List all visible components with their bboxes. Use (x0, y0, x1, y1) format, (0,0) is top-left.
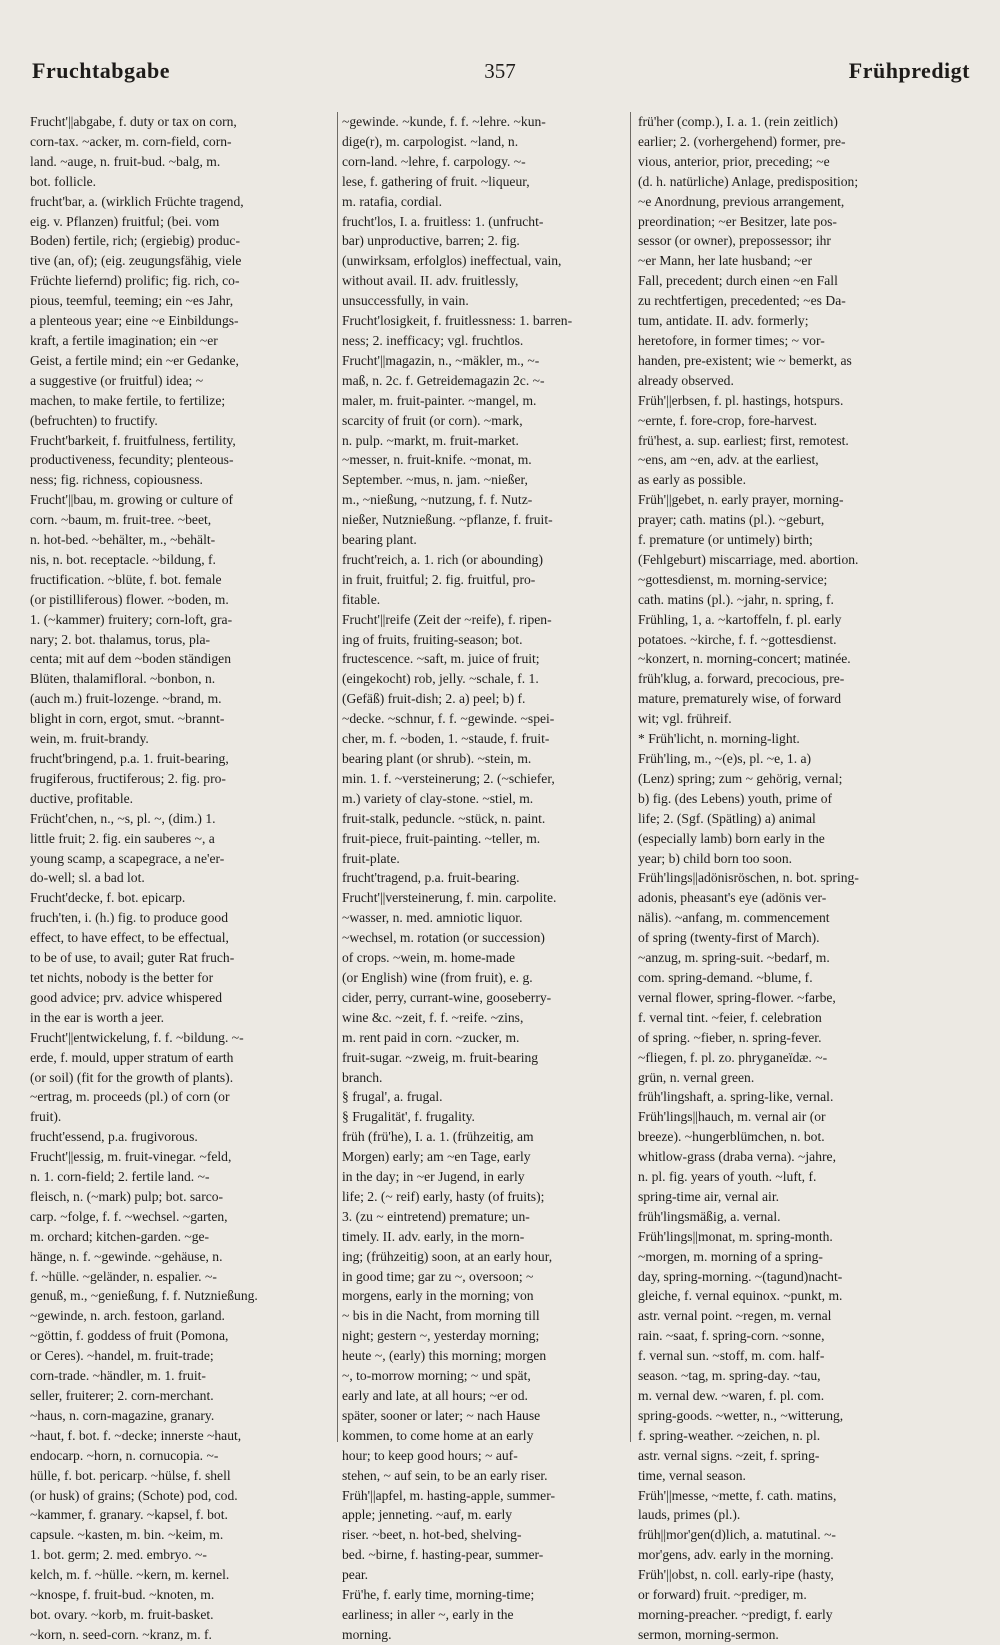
text-line: life; 2. (~ reif) early, hasty (of fruits); (342, 1188, 545, 1204)
text-line: pear. (342, 1567, 369, 1583)
text-line: früh (frü'he), I. a. 1. (frühzeitig, am (342, 1129, 534, 1145)
text-line: bed. ~birne, f. hasting-pear, summer- (342, 1547, 544, 1563)
text-line: carp. ~folge, f. f. ~wechsel. ~garten, (30, 1208, 228, 1224)
text-line: nis, n. bot. receptacle. ~bildung, f. (30, 551, 216, 567)
text-line: ~er Mann, her late husband; ~er (638, 253, 812, 269)
text-line: rain. ~saat, f. spring-corn. ~sonne, (638, 1328, 825, 1344)
text-line: n. pulp. ~markt, m. fruit-market. (342, 432, 519, 448)
text-line: land. ~auge, n. fruit-bud. ~balg, m. (30, 153, 221, 169)
text-line: (Lenz) spring; zum ~ gehörig, vernal; (638, 770, 843, 786)
text-line: riser. ~beet, n. hot-bed, shelving- (342, 1527, 522, 1543)
text-line: tet nichts, nobody is the better for (30, 969, 214, 985)
text-line: ~decke. ~schnur, f. f. ~gewinde. ~spei- (342, 711, 555, 727)
text-line: ~ bis in die Nacht, from morning till (342, 1308, 540, 1324)
text-line: ~wechsel, m. rotation (or succession) (342, 930, 545, 946)
text-line: vernal flower, spring-flower. ~farbe, (638, 989, 836, 1005)
text-line: erde, f. mould, upper stratum of earth (30, 1049, 234, 1065)
text-line: ~ertrag, m. proceeds (pl.) of corn (or (30, 1089, 230, 1105)
text-line: Geist, a fertile mind; ein ~er Gedanke, (30, 352, 239, 368)
text-line: seller, fruiterer; 2. corn-merchant. (30, 1388, 214, 1403)
text-line: heute ~, (early) this morning; morgen (342, 1348, 547, 1364)
text-line: prayer; cath. matins (pl.). ~geburt, (638, 512, 825, 528)
text-line: in the ear is worth a jeer. (30, 1009, 164, 1025)
text-line: Boden) fertile, rich; (ergiebig) produc- (30, 233, 240, 249)
text-line: (unwirksam, erfolglos) ineffectual, vain, (342, 253, 562, 269)
text-line: pious, teemful, teeming; ein ~es Jahr, (30, 293, 234, 309)
text-line: Frucht'||versteinerung, f. min. carpolite. (342, 890, 557, 906)
text-line: später, sooner or later; ~ nach Hause (342, 1407, 541, 1423)
text-line: in the day; in ~er Jugend, in early (342, 1169, 525, 1185)
text-line: September. ~mus, n. jam. ~nießer, (342, 472, 528, 488)
text-line: Frucht'||bau, m. growing or culture of (30, 492, 234, 508)
text-line: Früchte liefernd) prolific; fig. rich, co- (30, 273, 240, 289)
text-line: fleisch, n. (~mark) pulp; bot. sarco- (30, 1188, 224, 1204)
text-line: in good time; gar zu ~, oversoon; ~ (342, 1268, 534, 1284)
text-line: fruit-sugar. ~zweig, m. fruit-bearing (342, 1049, 539, 1065)
text-line: timely. II. adv. early, in the morn- (342, 1228, 525, 1244)
text-line: spring-goods. ~wetter, n., ~witterung, (638, 1407, 844, 1423)
text-line: zu rechtfertigen, precedented; ~es Da- (638, 293, 846, 309)
page-number: 357 (484, 59, 516, 83)
text-line: day, spring-morning. ~(tagund)nacht- (638, 1268, 843, 1284)
text-line: ductive, profitable. (30, 790, 134, 806)
text-line: Frucht'barkeit, f. fruitfulness, fertility, (30, 432, 236, 448)
text-line: corn-tax. ~acker, m. corn-field, corn- (30, 133, 232, 149)
text-line: of crops. ~wein, m. home-made (342, 950, 516, 966)
text-line: min. 1. f. ~versteinerung; 2. (~schiefer, (342, 770, 555, 786)
text-line: good advice; prv. advice whispered (30, 989, 223, 1005)
text-line: ~gottesdienst, m. morning-service; (638, 571, 828, 587)
text-line: mature, prematurely wise, of forward (638, 691, 842, 707)
text-line: mor'gens, adv. early in the morning. (638, 1547, 834, 1563)
text-line: f. vernal sun. ~stoff, m. com. half- (638, 1348, 825, 1364)
text-line: Frucht'losigkeit, f. fruitlessness: 1. barren- (342, 313, 573, 329)
text-line: (Fehlgeburt) miscarriage, med. abortion. (638, 551, 859, 567)
text-line: adonis, pheasant's eye (adönis ver- (638, 890, 827, 906)
text-line: bearing plant. (342, 532, 417, 548)
text-line: wine &c. ~zeit, f. f. ~reife. ~zins, (342, 1009, 524, 1025)
column-rule (337, 112, 338, 1442)
text-line: breeze). ~hungerblümchen, n. bot. (638, 1129, 825, 1145)
text-line: ~haut, f. bot. f. ~decke; innerste ~haut, (30, 1427, 242, 1443)
text-line: unsuccessfully, in vain. (342, 293, 469, 309)
text-line: young scamp, a scapegrace, a ne'er- (30, 850, 225, 866)
text-line: whitlow-grass (draba verna). ~jahre, (638, 1149, 836, 1165)
text-column-3 (638, 112, 920, 1642)
text-line: Früh'ling, m., ~(e)s, pl. ~e, 1. a) (638, 751, 812, 766)
text-line: capsule. ~kasten, m. bin. ~keim, m. (30, 1527, 224, 1543)
text-line: m. rent paid in corn. ~zucker, m. (342, 1029, 520, 1045)
text-line: ~knospe, f. fruit-bud. ~knoten, m. (30, 1587, 215, 1603)
text-line: fruch'ten, i. (h.) fig. to produce good (30, 910, 228, 926)
text-line: Frucht'||magazin, n., ~mäkler, m., ~- (342, 352, 540, 368)
text-line: fruit-piece, fruit-painting. ~teller, m. (342, 830, 541, 846)
text-line: already observed. (638, 372, 734, 388)
text-line: früh'lingsmäßig, a. vernal. (638, 1208, 781, 1224)
text-line: (befruchten) to fructify. (30, 412, 158, 428)
text-line: Frucht'||abgabe, f. duty or tax on corn, (30, 114, 237, 129)
text-line: Frucht'decke, f. bot. epicarp. (30, 890, 186, 906)
text-line: wit; vgl. frühreif. (638, 711, 732, 727)
text-line: ness; fig. richness, copiousness. (30, 472, 203, 488)
text-line: ~morgen, m. morning of a spring- (638, 1248, 823, 1264)
text-line: m. orchard; kitchen-garden. ~ge- (30, 1228, 210, 1244)
text-line: stehen, ~ auf sein, to be an early riser. (342, 1467, 548, 1483)
text-line: of spring (twenty-first of March). (638, 930, 820, 946)
text-line: Früh'lings||adönisröschen, n. bot. spring- (638, 870, 859, 886)
text-line: f. vernal tint. ~feier, f. celebration (638, 1009, 822, 1025)
text-line: früh'klug, a. forward, precocious, pre- (638, 671, 845, 687)
text-line: m. vernal dew. ~waren, f. pl. com. (638, 1388, 825, 1403)
text-line: f. premature (or untimely) birth; (638, 532, 813, 548)
text-line: frucht'bringend, p.a. 1. fruit-bearing, (30, 751, 229, 766)
text-line: grün, n. vernal green. (638, 1069, 755, 1085)
text-line: handen, pre-existent; wie ~ bemerkt, as (638, 352, 852, 368)
text-line: branch. (342, 1069, 383, 1085)
text-line: Früh'lings||monat, m. spring-month. (638, 1228, 833, 1244)
text-line: gleiche, f. vernal equinox. ~punkt, m. (638, 1288, 843, 1304)
text-line: kraft, a fertile imagination; ein ~er (30, 332, 218, 348)
text-line: ~gewinde, n. arch. festoon, garland. (30, 1308, 225, 1324)
text-line: ing; (frühzeitig) soon, at an early hour, (342, 1248, 553, 1264)
text-line: season. ~tag, m. spring-day. ~tau, (638, 1368, 821, 1384)
text-line: m.) variety of clay-stone. ~stiel, m. (342, 790, 534, 806)
running-head-left: Fruchtabgabe (32, 58, 170, 83)
text-line: frugiferous, fructiferous; 2. fig. pro- (30, 770, 226, 786)
text-line: (eingekocht) rob, jelly. ~schale, f. 1. (342, 671, 539, 687)
text-line: kommen, to come home at an early (342, 1427, 534, 1443)
text-line: cher, m. f. ~boden, 1. ~staude, f. fruit- (342, 731, 550, 747)
text-line: com. spring-demand. ~blume, f. (638, 969, 813, 985)
text-line: ~wasser, n. med. amniotic liquor. (342, 910, 523, 926)
text-line: blight in corn, ergot, smut. ~brannt- (30, 711, 225, 727)
text-line: heretofore, in former times; ~ vor- (638, 332, 825, 348)
text-line: bot. ovary. ~korb, m. fruit-basket. (30, 1606, 214, 1622)
text-line: to be of use, to avail; guter Rat fruch- (30, 950, 235, 966)
text-line: nälis). ~anfang, m. commencement (638, 910, 830, 926)
text-line: frucht'los, I. a. fruitless: 1. (unfrucht- (342, 213, 544, 229)
text-line: morning-preacher. ~predigt, f. early (638, 1606, 833, 1622)
text-line: Morgen) early; am ~en Tage, early (342, 1149, 531, 1165)
text-line: cider, perry, currant-wine, gooseberry- (342, 989, 552, 1005)
text-line: machen, to make fertile, to fertilize; (30, 392, 226, 408)
text-line: maler, m. fruit-painter. ~mangel, m. (342, 392, 537, 408)
text-line: ing of fruits, fruiting-season; bot. (342, 631, 523, 647)
text-line: fruit-stalk, peduncle. ~stück, n. paint. (342, 810, 546, 826)
text-line: earlier; 2. (vorhergehend) former, pre- (638, 133, 846, 149)
text-line: Frucht'||essig, m. fruit-vinegar. ~feld, (30, 1149, 232, 1165)
text-line: corn-trade. ~händler, m. 1. fruit- (30, 1368, 206, 1384)
text-line: time, vernal season. (638, 1467, 746, 1483)
text-line: hour; to keep good hours; ~ auf- (342, 1447, 518, 1463)
text-line: Früh'||gebet, n. early prayer, morning- (638, 492, 844, 508)
text-line: bar) unproductive, barren; 2. fig. (342, 233, 520, 249)
text-line: f. spring-weather. ~zeichen, n. pl. (638, 1427, 821, 1443)
text-line: Früh'lings||hauch, m. vernal air (or (638, 1109, 826, 1125)
text-line: early and late, at all hours; ~er od. (342, 1388, 528, 1403)
text-line: night; gestern ~, yesterday morning; (342, 1328, 540, 1344)
text-line: lauds, primes (pl.). (638, 1507, 741, 1523)
running-head-right: Frühpredigt (848, 58, 970, 83)
text-line: a plenteous year; eine ~e Einbildungs- (30, 313, 239, 329)
text-line: Früh'||obst, n. coll. early-ripe (hasty, (638, 1567, 834, 1583)
text-line: little fruit; 2. fig. ein sauberes ~, a (30, 830, 215, 846)
text-line: astr. vernal signs. ~zeit, f. spring- (638, 1447, 820, 1463)
text-line: of spring. ~fieber, n. spring-fever. (638, 1029, 822, 1045)
text-line: without avail. II. adv. fruitlessly, (342, 273, 519, 289)
text-line: frucht'bar, a. (wirklich Früchte tragend, (30, 193, 244, 209)
text-line: sessor (or owner), prepossessor; ihr (638, 233, 831, 249)
text-line: ~gewinde. ~kunde, f. f. ~lehre. ~kun- (342, 114, 546, 129)
text-line: (or pistilliferous) flower. ~boden, m. (30, 591, 229, 607)
text-line: corn-land. ~lehre, f. carpology. ~- (342, 153, 526, 169)
text-line: fruit-plate. (342, 850, 400, 866)
text-line: frü'her (comp.), I. a. 1. (rein zeitlich) (638, 114, 838, 129)
text-line: ~fliegen, f. pl. zo. phryganeïdæ. ~- (638, 1049, 828, 1065)
text-line: morgens, early in the morning; von (342, 1288, 534, 1304)
text-line: ~anzug, m. spring-suit. ~bedarf, m. (638, 950, 830, 966)
text-line: Frühling, 1, a. ~kartoffeln, f. pl. early (638, 611, 842, 627)
text-line: life; 2. (Sgf. (Spätling) a) animal (638, 810, 816, 826)
text-column-1 (30, 112, 335, 1642)
text-line: as early as possible. (638, 472, 746, 488)
text-line: frü'hest, a. sup. earliest; first, remotest. (638, 432, 849, 448)
text-line: n. 1. corn-field; 2. fertile land. ~- (30, 1169, 210, 1185)
text-line: 3. (zu ~ eintretend) premature; un- (342, 1208, 530, 1224)
text-line: nießer, Nutznießung. ~pflanze, f. fruit- (342, 512, 553, 528)
text-line: ~ens, am ~en, adv. at the earliest, (638, 452, 819, 468)
text-line: centa; mit auf dem ~boden ständigen (30, 651, 232, 667)
text-line: tive (an, of); (eig. zeugungsfähig, viele (30, 253, 242, 269)
text-line: scarcity of fruit (or corn). ~mark, (342, 412, 523, 428)
text-line: a suggestive (or fruitful) idea; ~ (30, 372, 204, 388)
text-line: Frucht'||entwickelung, f. f. ~bildung. ~- (30, 1029, 244, 1045)
column-rule (630, 112, 631, 1442)
text-line: m., ~nießung, ~nutzung, f. f. Nutz- (342, 492, 533, 508)
text-line: (auch m.) fruit-lozenge. ~brand, m. (30, 691, 222, 707)
text-line: earliness; in aller ~, early in the (342, 1606, 514, 1622)
text-line: or forward) fruit. ~prediger, m. (638, 1587, 807, 1603)
text-line: potatoes. ~kirche, f. f. ~gottesdienst. (638, 631, 837, 647)
text-line: ~konzert, n. morning-concert; matinée. (638, 651, 851, 667)
text-line: Frücht'chen, n., ~s, pl. ~, (dim.) 1. (30, 810, 216, 826)
text-line: hülle, f. bot. pericarp. ~hülse, f. shell (30, 1467, 231, 1483)
text-line: preordination; ~er Besitzer, late pos- (638, 213, 837, 229)
text-line: cath. matins (pl.). ~jahr, n. spring, f. (638, 591, 834, 607)
text-line: n. hot-bed. ~behälter, m., ~behält- (30, 532, 216, 548)
text-line: do-well; sl. a bad lot. (30, 870, 145, 886)
text-line: (or soil) (fit for the growth of plants). (30, 1069, 234, 1085)
text-line: Früh'||apfel, m. hasting-apple, summer- (342, 1487, 555, 1503)
text-line: apple; jenneting. ~auf, m. early (342, 1507, 513, 1523)
text-line: frucht'tragend, p.a. fruit-bearing. (342, 870, 520, 886)
text-line: Blüten, thalamifloral. ~bonbon, n. (30, 671, 216, 687)
text-line: früh'lingshaft, a. spring-like, vernal. (638, 1089, 834, 1105)
text-line: Fall, precedent; durch einen ~en Fall (638, 273, 838, 289)
text-line: früh||mor'gen(d)lich, a. matutinal. ~- (638, 1527, 836, 1543)
text-line: kelch, m. f. ~hülle. ~kern, m. kernel. (30, 1567, 230, 1583)
text-line: or Ceres). ~handel, m. fruit-trade; (30, 1348, 214, 1364)
text-line: lese, f. gathering of fruit. ~liqueur, (342, 173, 530, 189)
text-line: wein, m. fruit-brandy. (30, 731, 149, 747)
text-line: ~messer, n. fruit-knife. ~monat, m. (342, 452, 532, 468)
text-line: sermon, morning-sermon. (638, 1626, 779, 1642)
text-column-2 (342, 112, 622, 1642)
text-line: (d. h. natürliche) Anlage, predisposition; (638, 173, 859, 189)
text-line: Frü'he, f. early time, morning-time; (342, 1587, 535, 1603)
text-line: tum, antidate. II. adv. formerly; (638, 313, 809, 329)
text-line: bot. follicle. (30, 173, 97, 189)
text-line: spring-time air, vernal air. (638, 1188, 780, 1204)
text-line: § frugal', a. frugal. (342, 1089, 443, 1105)
text-line: n. pl. fig. years of youth. ~luft, f. (638, 1169, 817, 1185)
text-line: fructescence. ~saft, m. juice of fruit; (342, 651, 540, 667)
text-line: (or English) wine (from fruit), e. g. (342, 969, 533, 985)
text-line: endocarp. ~horn, n. cornucopia. ~- (30, 1447, 219, 1463)
text-line: ~kammer, f. granary. ~kapsel, f. bot. (30, 1507, 228, 1523)
text-line: 1. bot. germ; 2. med. embryo. ~- (30, 1547, 207, 1563)
text-line: bearing plant (or shrub). ~stein, m. (342, 751, 532, 766)
text-line: ~e Anordnung, previous arrangement, (638, 193, 845, 209)
text-line: fitable. (342, 591, 381, 607)
text-line: nary; 2. bot. thalamus, torus, pla- (30, 631, 211, 647)
text-line: 1. (~kammer) fruitery; corn-loft, gra- (30, 611, 233, 627)
text-line: Früh'||messe, ~mette, f. cath. matins, (638, 1487, 837, 1503)
text-line: year; b) child born too soon. (638, 850, 793, 866)
text-line: fruit). (30, 1109, 62, 1125)
text-line: * Früh'licht, n. morning-light. (638, 731, 800, 747)
text-line: § Frugalität', f. frugality. (342, 1109, 475, 1125)
text-line: ness; 2. inefficacy; vgl. fruchtlos. (342, 332, 524, 348)
text-line: fructification. ~blüte, f. bot. female (30, 571, 222, 587)
text-line: astr. vernal point. ~regen, m. vernal (638, 1308, 832, 1324)
text-line: ~korn, n. seed-corn. ~kranz, m. f. (30, 1626, 212, 1642)
text-line: eig. v. Pflanzen) fruitful; (bei. vom (30, 213, 220, 229)
text-line: (Gefäß) fruit-dish; 2. a) peel; b) f. (342, 691, 526, 707)
text-line: b) fig. (des Lebens) youth, prime of (638, 790, 833, 806)
text-line: vious, anterior, prior, preceding; ~e (638, 153, 830, 169)
text-line: Früh'||erbsen, f. pl. hastings, hotspurs. (638, 392, 844, 408)
text-line: dige(r), m. carpologist. ~land, n. (342, 133, 519, 149)
text-line: corn. ~baum, m. fruit-tree. ~beet, (30, 512, 212, 528)
text-line: ~ernte, f. fore-crop, fore-harvest. (638, 412, 818, 428)
text-line: hänge, n. f. ~gewinde. ~gehäuse, n. (30, 1248, 223, 1264)
text-line: ~, to-morrow morning; ~ und spät, (342, 1368, 531, 1384)
text-line: ~göttin, f. goddess of fruit (Pomona, (30, 1328, 229, 1344)
text-line: productiveness, fecundity; plenteous- (30, 452, 234, 468)
text-line: maß, n. 2c. f. Getreidemagazin 2c. ~- (342, 372, 545, 388)
text-line: ~haus, n. corn-magazine, granary. (30, 1407, 215, 1423)
text-line: frucht'reich, a. 1. rich (or abounding) (342, 551, 543, 567)
text-line: effect, to have effect, to be effectual, (30, 930, 229, 946)
text-line: f. ~hülle. ~geländer, n. espalier. ~- (30, 1268, 217, 1284)
text-line: (or husk) of grains; (Schote) pod, cod. (30, 1487, 238, 1503)
text-line: morning. (342, 1626, 392, 1642)
text-line: genuß, m., ~genießung, f. f. Nutznießung. (30, 1288, 258, 1304)
text-line: m. ratafia, cordial. (342, 193, 443, 209)
text-line: in fruit, fruitful; 2. fig. fruitful, pro- (342, 571, 536, 587)
text-line: Frucht'||reife (Zeit der ~reife), f. ripen- (342, 611, 552, 627)
text-line: (especially lamb) born early in the (638, 830, 825, 846)
text-line: frucht'essend, p.a. frugivorous. (30, 1129, 198, 1145)
